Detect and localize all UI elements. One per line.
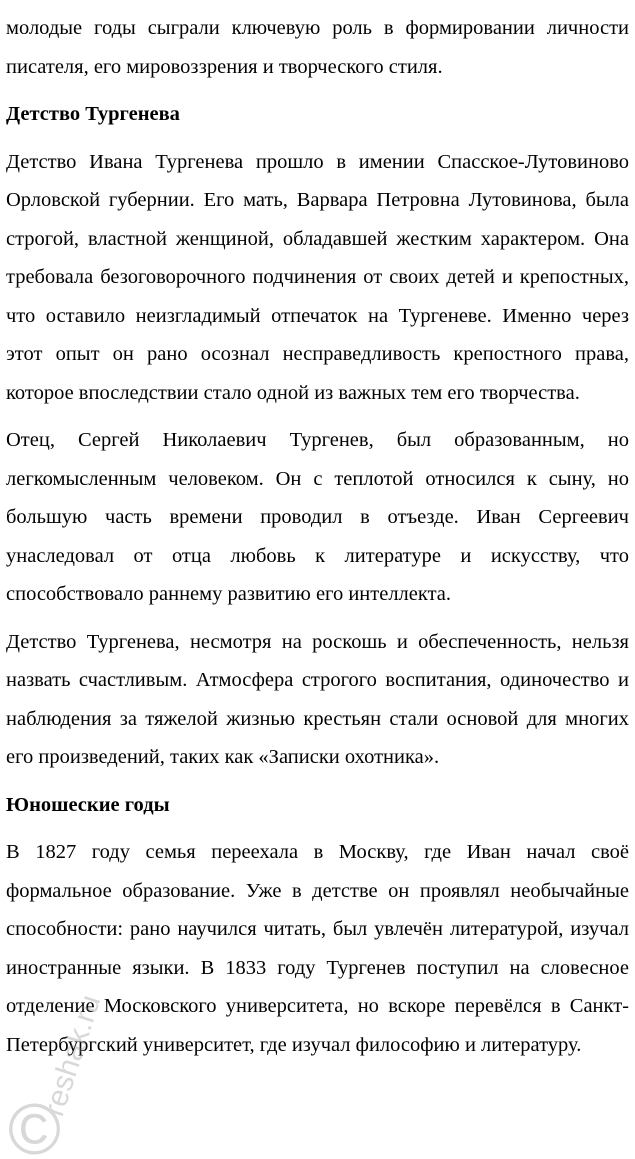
childhood-paragraph-3: Детство Тургенева, несмотря на роскошь и обеспеченность, нельзя назвать счастливым. Атмосфера строгого воспитания, одиночество и наблюдения за тяжелой жизнью крестьян стали основой для многих его произведений, таких как «Записки охотника». xyxy=(6,630,629,768)
watermark-symbol: © xyxy=(8,1090,62,1158)
childhood-paragraph-2: Отец, Сергей Николаевич Тургенев, был образованным, но легкомысленным человеком. Он с теплотой относился к сыну, но большую часть времени проводил в отъезде. Иван Сергеевич унаследовал от отца любовь к литературе и искусству, что способствовало раннему развитию его интеллекта. xyxy=(6,429,629,605)
childhood-paragraph-1: Детство Ивана Тургенева прошло в имении Спасское-Лутовиново Орловской губернии. Его мать, Варвара Петровна Лутовинова, была строгой, властной женщиной, обладавшей жестким характером. Она требовала безоговорочного подчинения от своих детей и крепостных, что оставило неизгладимый отпечаток на Тургеневе. Именно через этот опыт он рано осознал несправедливость крепостного права, которое впоследствии стало одной из важных тем его творчества. xyxy=(6,150,629,404)
intro-paragraph: молодые годы сыграли ключевую роль в формировании личности писателя, его мировоззрения и творческого стиля. xyxy=(6,17,629,78)
section-heading-childhood: Детство Тургенева xyxy=(6,103,180,125)
watermark-text: reshak.ru xyxy=(37,991,108,1121)
youth-paragraph-1: В 1827 году семья переехала в Москву, где Иван начал своё формальное образование. Уже в детстве он проявлял необычайные способности: рано научился читать, был увлечён литературой, изучал иностранные языки. В 1833 году Тургенев поступил на словесное отделение Московского университета, но вскоре перевёлся в Санкт-Петербургский университет, где изучал философию и литературу. xyxy=(6,841,629,1056)
section-heading-youth: Юношеские годы xyxy=(6,793,170,816)
